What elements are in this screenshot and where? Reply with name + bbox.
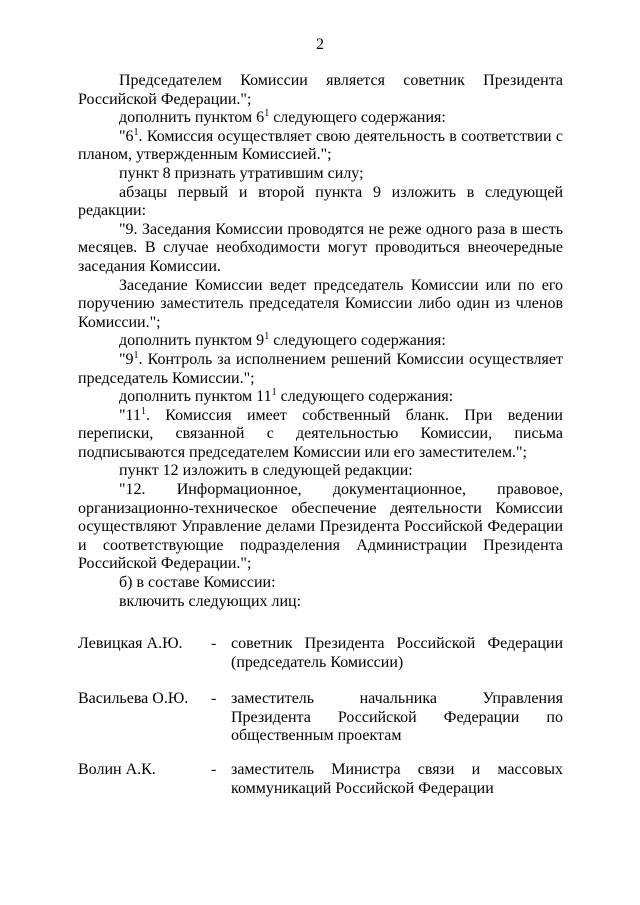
- paragraph-point-12: "12. Информационное, документационное, правовое, организационно-техническое обеспечение деятельности Комиссии осуществляют Управление делами Президента Российской Федерации и соответствующие подразделения Администрации Президента Российской Федерации.";: [78, 481, 563, 573]
- superscript: 1: [140, 405, 146, 417]
- superscript: 1: [271, 387, 277, 399]
- paragraph-point-11-1: [78, 407, 563, 463]
- paragraph-add-point-9-1: [78, 332, 563, 351]
- member-dash: -: [211, 690, 217, 707]
- paragraph-point-9: "9. Заседания Комиссии проводятся не реже одного раза в шесть месяцев. В случае необходимости могут проводиться внеочередные заседания Комиссии.: [78, 220, 563, 275]
- paragraph-point-9-1: [78, 351, 563, 388]
- paragraph-text: "9: [119, 350, 134, 368]
- paragraph-text: следующего содержания:: [276, 388, 454, 406]
- paragraph-add-point-6-1: [78, 109, 563, 128]
- members-list: [78, 635, 563, 801]
- paragraph-text: . Комиссия осуществляет свою деятельность в соответствии с планом, утвержденным Комиссией.";: [78, 127, 563, 164]
- superscript: 1: [264, 331, 270, 343]
- paragraph-text: дополнить пунктом 9: [119, 332, 265, 350]
- member-role: заместитель начальника Управления Президента Российской Федерации по общественным проектам: [231, 690, 563, 745]
- member-dash: -: [211, 635, 217, 652]
- paragraph-composition: б) в составе Комиссии:: [119, 574, 276, 592]
- document-body: [78, 72, 563, 611]
- paragraph-text: "6: [119, 127, 134, 145]
- paragraph-include-persons: включить следующих лиц:: [119, 592, 302, 610]
- member-dash: -: [211, 761, 217, 778]
- member-name: Волин А.К.: [78, 761, 156, 778]
- page-number: 2: [316, 36, 324, 53]
- member-name: Васильева О.Ю.: [78, 690, 189, 707]
- member-row: [78, 635, 563, 690]
- paragraph-text: . Контроль за исполнением решений Комиссии осуществляет председатель Комиссии.";: [78, 350, 563, 387]
- member-row: [78, 690, 563, 761]
- paragraph-point-8: пункт 8 признать утратившим силу;: [119, 164, 364, 182]
- member-name: Левицкая А.Ю.: [78, 635, 183, 652]
- paragraph-text: дополнить пунктом 6: [119, 109, 265, 127]
- paragraph-chairman: Председателем Комиссии является советник Президента Российской Федерации.";: [78, 72, 563, 108]
- paragraph-text: "11: [119, 406, 141, 424]
- paragraph-point-12-intro: пункт 12 изложить в следующей редакции:: [119, 462, 413, 480]
- member-role: заместитель Министра связи и массовых коммуникаций Российской Федерации: [231, 761, 563, 797]
- paragraph-text: дополнить пунктом 11: [119, 388, 272, 406]
- paragraph-session-chair: Заседание Комиссии ведет председатель Комиссии или по его поручению заместитель председателя Комиссии либо один из членов Комиссии.";: [78, 276, 563, 331]
- paragraph-point-9-intro: абзацы первый и второй пункта 9 изложить в следующей редакции:: [78, 183, 563, 220]
- paragraph-text: . Комиссия имеет собственный бланк. При ведении переписки, связанной с деятельностью Комиссии, письма подписываются председателем Комиссии или его заместителем.";: [78, 406, 563, 461]
- superscript: 1: [264, 108, 270, 120]
- superscript: 1: [133, 126, 139, 138]
- paragraph-text: следующего содержания:: [269, 332, 446, 350]
- member-role: советник Президента Российской Федерации (председатель Комиссии): [231, 635, 563, 671]
- superscript: 1: [133, 349, 139, 361]
- paragraph-add-point-11-1: [78, 388, 563, 407]
- paragraph-text: следующего содержания:: [269, 109, 446, 127]
- member-row: [78, 761, 563, 801]
- paragraph-point-6-1: [78, 128, 563, 165]
